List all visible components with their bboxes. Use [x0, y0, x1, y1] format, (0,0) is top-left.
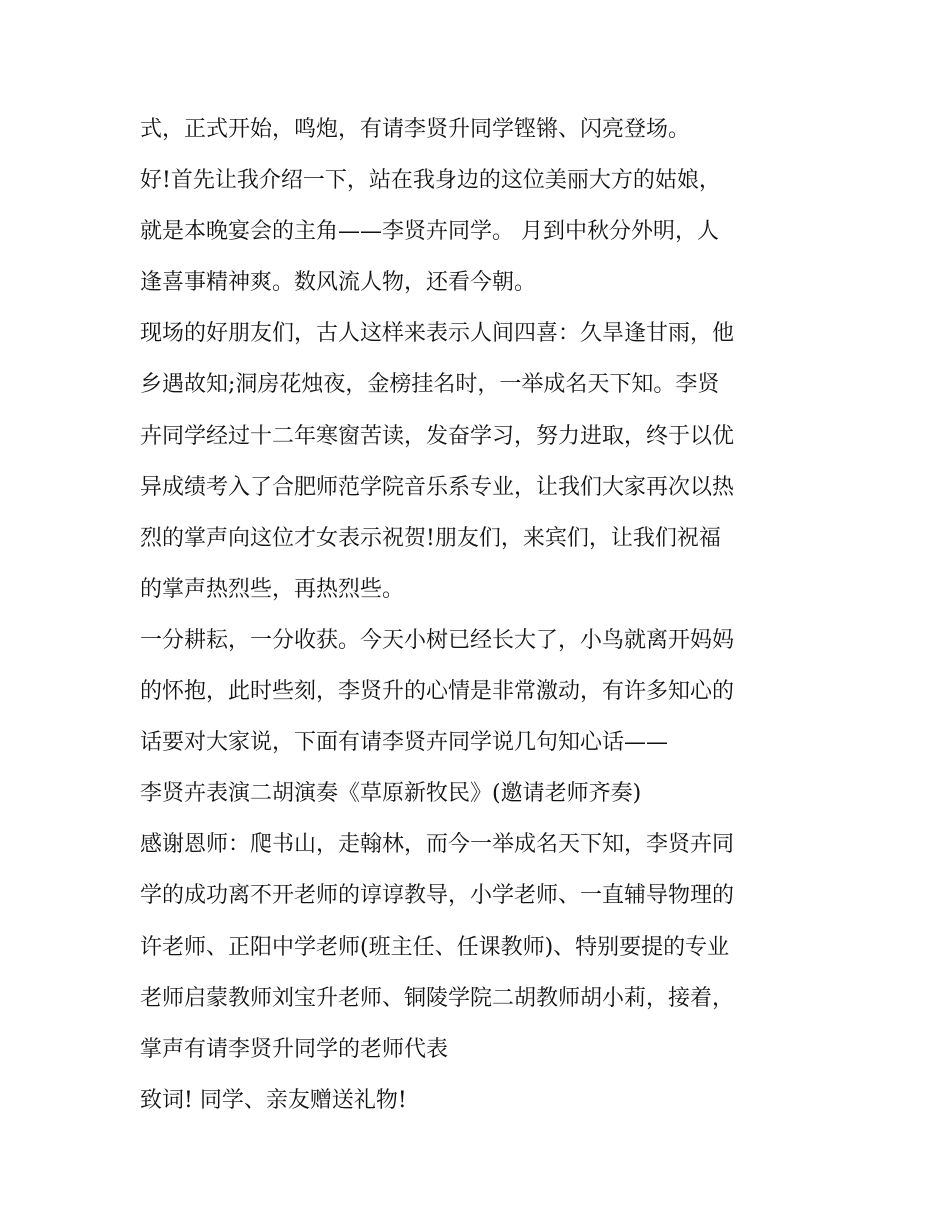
- text-line-13: 话要对大家说，下面有请李贤卉同学说几句知心话——: [140, 730, 669, 756]
- text-line-18: 老师启蒙教师刘宝升老师、铜陵学院二胡教师胡小莉，接着，: [140, 985, 735, 1011]
- text-line-6: 乡遇故知;洞房花烛夜，金榜挂名时，一举成名天下知。李贤: [140, 372, 720, 398]
- text-line-20: 致词! 同学、亲友赠送礼物!: [140, 1087, 407, 1113]
- text-line-10: 的掌声热烈些，再热烈些。: [140, 576, 405, 602]
- text-line-5: 现场的好朋友们，古人这样来表示人间四喜：久旱逢甘雨，他: [140, 321, 735, 347]
- text-line-12: 的怀抱，此时些刻，李贤升的心情是非常激动，有许多知心的: [140, 679, 735, 705]
- text-line-14: 李贤卉表演二胡演奏《草原新牧民》(邀请老师齐奏): [140, 781, 642, 807]
- text-line-7: 卉同学经过十二年寒窗苦读，发奋学习，努力进取，终于以优: [140, 423, 735, 449]
- text-line-19: 掌声有请李贤升同学的老师代表: [140, 1036, 449, 1062]
- text-line-1: 式，正式开始，鸣炮，有请李贤升同学铿锵、闪亮登场。: [140, 117, 691, 142]
- text-line-3: 就是本晚宴会的主角——李贤卉同学。 月到中秋分外明，人: [140, 219, 719, 245]
- text-line-8: 异成绩考入了合肥师范学院音乐系专业，让我们大家再次以热: [140, 474, 735, 500]
- text-line-17: 许老师、正阳中学老师(班主任、任课教师)、特别要提的专业: [140, 934, 730, 960]
- text-line-11: 一分耕耘，一分收获。今天小树已经长大了，小鸟就离开妈妈: [140, 627, 735, 653]
- text-line-2: 好!首先让我介绍一下，站在我身边的这位美丽大方的姑娘，: [140, 168, 721, 194]
- text-line-9: 烈的掌声向这位才女表示祝贺!朋友们，来宾们，让我们祝福: [140, 525, 721, 551]
- text-line-4: 逢喜事精神爽。数风流人物，还看今朝。: [140, 270, 537, 296]
- text-line-16: 学的成功离不开老师的谆谆教导，小学老师、一直辅导物理的: [140, 883, 735, 909]
- text-line-15: 感谢恩师：爬书山，走翰林，而今一举成名天下知，李贤卉同: [140, 832, 735, 858]
- document-body: [140, 104, 830, 1126]
